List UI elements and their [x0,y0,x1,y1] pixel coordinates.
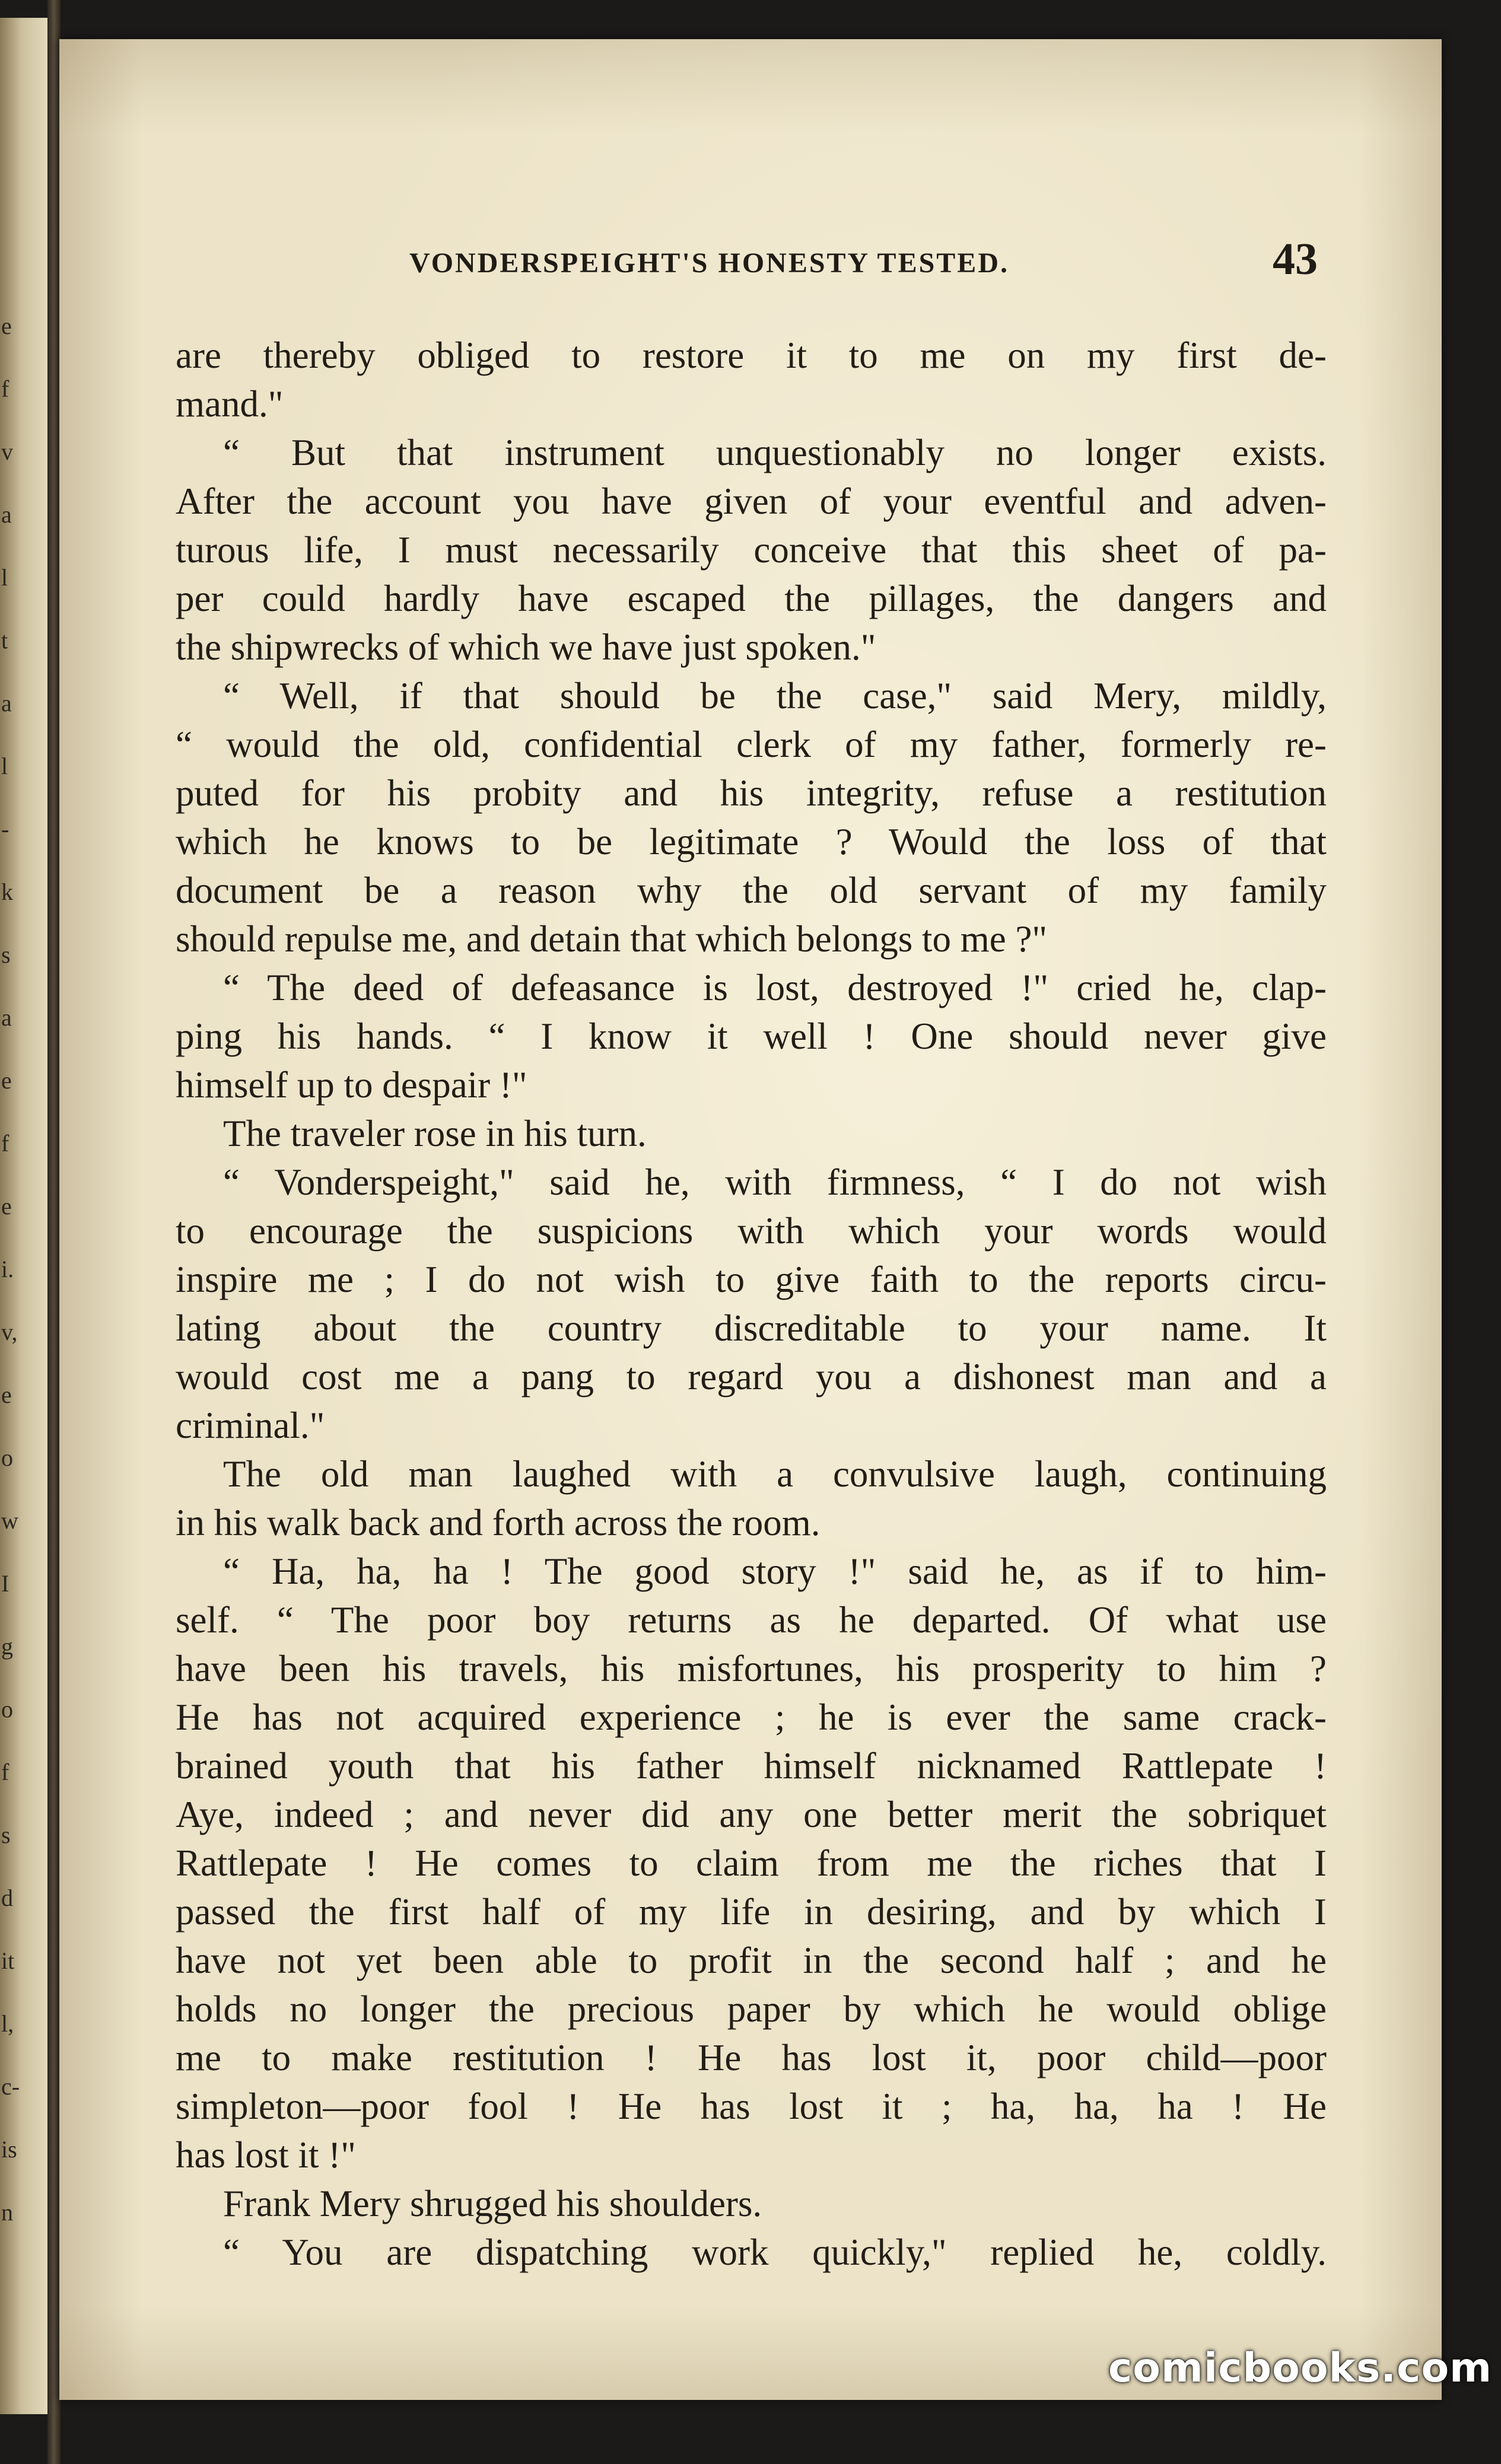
edge-char: o [1,1444,13,1471]
edge-char: a [1,1004,12,1031]
edge-char: k [1,878,13,905]
watermark: comicbooks.com [1108,2345,1493,2392]
book-gutter [47,0,61,2464]
text-line: have been his travels, his misfortunes, his prosperity to him ? [176,1648,1327,1689]
edge-char: f [1,375,9,402]
text-line: “ You are dispatching work quickly," replied he, coldly. [223,2231,1327,2273]
text-line: brained youth that his father himself nicknamed Rattlepate ! [176,1745,1327,1787]
text-line: “ Well, if that should be the case," said Mery, mildly, [223,675,1327,717]
text-line: which he knows to be legitimate ? Would the loss of that [176,821,1327,862]
edge-char: it [1,1947,15,1974]
text-line: criminal." [176,1405,325,1446]
text-line: Frank Mery shrugged his shoulders. [223,2183,762,2224]
edge-char: w [1,1507,18,1534]
edge-char: t [1,627,8,654]
text-line: After the account you have given of your eventful and adven- [176,480,1327,522]
body-text [176,331,1327,2277]
edge-char: is [1,2136,17,2163]
running-head [178,199,1424,284]
text-line: lating about the country discreditable to your name. It [176,1307,1327,1349]
text-line: to encourage the suspicions with which your words would [176,1210,1327,1252]
text-line: passed the first half of my life in desiring, and by which I [176,1891,1327,1933]
text-line: He has not acquired experience ; he is ever the same crack- [176,1696,1327,1738]
edge-char: f [1,1759,9,1785]
edge-char: e [1,313,12,339]
text-line: would cost me a pang to regard you a dishonest man and a [176,1356,1327,1397]
edge-char: n [1,2199,13,2226]
edge-char: - [1,816,9,842]
edge-char: a [1,501,12,528]
text-line: Rattlepate ! He comes to claim from me the riches that I [176,1842,1327,1884]
edge-char: f [1,1130,9,1157]
text-line: ping his hands. “ I know it well ! One should never give [176,1015,1327,1057]
edge-char: e [1,1193,12,1220]
edge-char: s [1,1822,11,1848]
edge-char: s [1,941,11,968]
edge-char: c- [1,2073,20,2100]
text-line: have not yet been able to profit in the second half ; and he [176,1940,1327,1981]
edge-char: v, [1,1319,18,1345]
text-line: “ Vonderspeight," said he, with firmness, “ I do not wish [223,1161,1327,1203]
edge-char: i. [1,1256,14,1282]
left-page-edge [0,18,47,2414]
edge-char: l [1,564,8,591]
text-line: “ Ha, ha, ha ! The good story !" said he, as if to him- [223,1551,1327,1592]
text-line: are thereby obliged to restore it to me on my first de- [176,335,1327,376]
text-line: The old man laughed with a convulsive laugh, continuing [223,1453,1327,1495]
text-line: should repulse me, and detain that which belongs to me ?" [176,918,1048,960]
text-line: mand." [176,383,284,425]
edge-char: v [1,438,13,465]
text-line: me to make restitution ! He has lost it, poor child—poor [176,2037,1327,2078]
text-line: holds no longer the precious paper by which he would oblige [176,1988,1327,2030]
text-line: self. “ The poor boy returns as he departed. Of what use [176,1599,1327,1641]
text-line: in his walk back and forth across the room. [176,1502,821,1543]
text-line: simpleton—poor fool ! He has lost it ; ha, ha, ha ! He [176,2086,1327,2127]
edge-char: g [1,1633,13,1660]
text-line: “ would the old, confidential clerk of my father, formerly re- [176,724,1327,765]
edge-char: a [1,690,12,717]
text-line: “ But that instrument unquestionably no longer exists. [223,432,1327,473]
text-line: per could hardly have escaped the pillages, the dangers and [176,578,1327,619]
running-head-title: VONDERSPEIGHT'S HONESTY TESTED. [409,247,1009,279]
text-line: document be a reason why the old servant of my family [176,870,1327,911]
text-line: has lost it !" [176,2134,356,2176]
text-line: turous life, I must necessarily conceive that this sheet of pa- [176,529,1327,571]
text-line: the shipwrecks of which we have just spoken." [176,626,876,668]
text-line: himself up to despair !" [176,1064,527,1106]
book-page [59,39,1442,2400]
text-line: The traveler rose in his turn. [223,1113,647,1154]
edge-char: d [1,1884,13,1911]
text-line: “ The deed of defeasance is lost, destroyed !" cried he, clap- [223,967,1327,1008]
page-number: 43 [1273,234,1318,284]
text-line: Aye, indeed ; and never did any one better merit the sobriquet [176,1794,1327,1835]
edge-char: I [1,1570,9,1597]
text-line: puted for his probity and his integrity, refuse a restitution [176,772,1327,814]
edge-char: l [1,753,8,779]
edge-char: l, [1,2010,14,2037]
text-line: inspire me ; I do not wish to give faith to the reports circu- [176,1259,1327,1300]
edge-char: e [1,1381,12,1408]
edge-char: e [1,1067,12,1094]
edge-char: o [1,1696,13,1723]
